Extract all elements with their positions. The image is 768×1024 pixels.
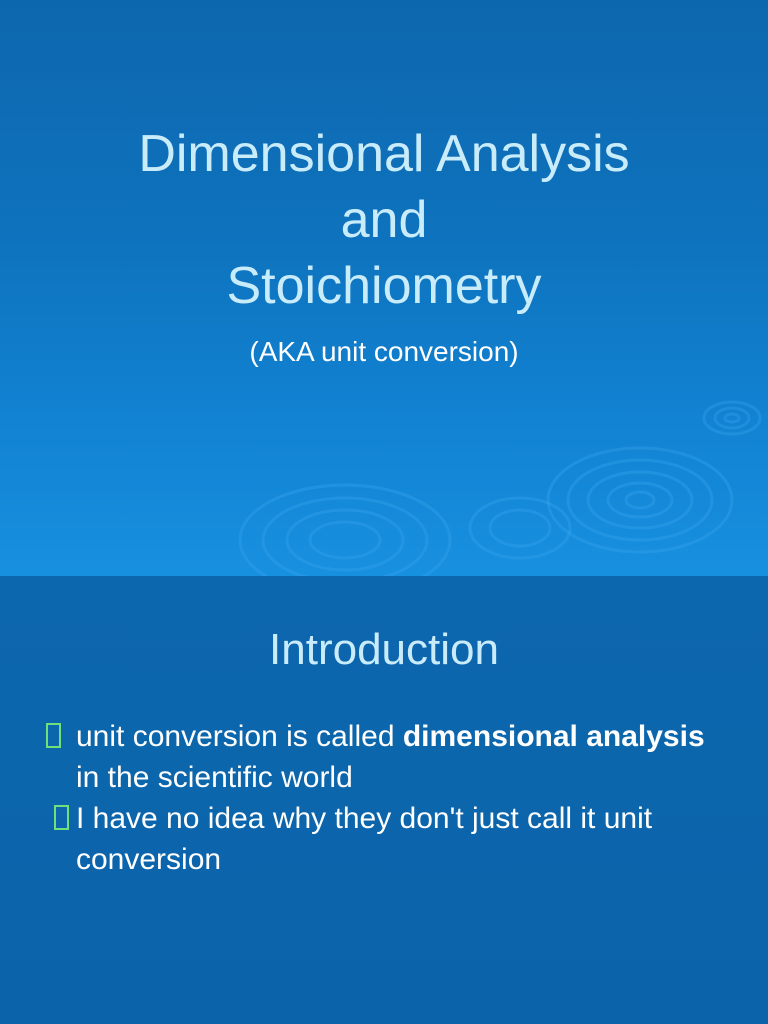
bullet-item [44,798,724,880]
bullet-text: in the scientific world [76,761,353,794]
bullet-bold-text: dimensional analysis [402,720,705,753]
bullet-glyph-icon [46,723,61,748]
bullet-list [44,716,724,880]
title-line: Stoichiometry [226,256,542,315]
slide-subtitle: (AKA unit conversion) [249,336,519,367]
slide-title [0,121,768,319]
slide-title: Introduction [269,625,499,674]
bullet-glyph-icon [54,805,69,830]
bullet-text: unit conversion is called [76,720,403,753]
bullet-text: I have no idea why they don't just call it unit conversion [76,802,653,876]
title-line: Dimensional Analysis [138,124,630,183]
bullet-item [44,716,724,798]
content-slide [0,576,768,1024]
title-line: and [340,190,428,249]
